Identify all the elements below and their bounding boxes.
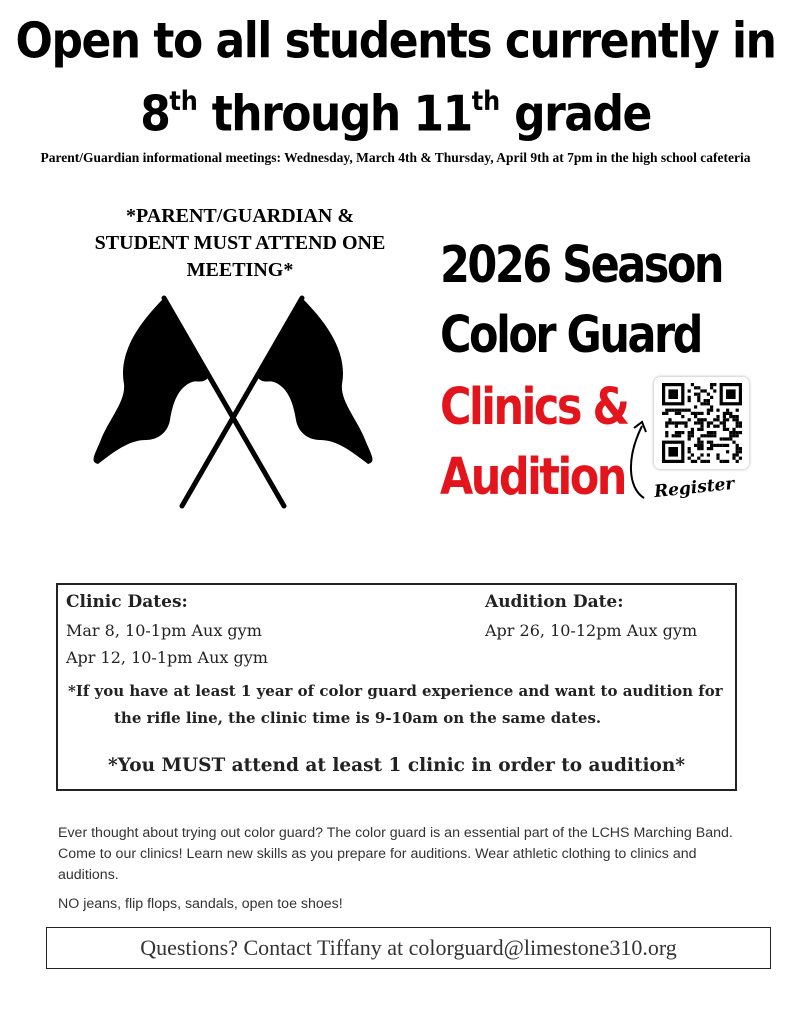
crossed-flags-icon xyxy=(88,292,378,510)
audition-title: Audition xyxy=(440,448,625,507)
must-attend-notice: *You MUST attend at least 1 clinic in order to audition* xyxy=(108,755,685,776)
headline-grade-8: 8 xyxy=(140,85,170,143)
headline-grade: grade xyxy=(500,85,651,143)
attendance-notice xyxy=(40,203,440,284)
rifle-note xyxy=(68,678,728,732)
rifle-note-line-2: the rifle line, the clinic time is 9-10am on the same dates. xyxy=(114,709,602,727)
clinic-dates-heading: Clinic Dates: xyxy=(66,592,188,612)
color-guard-title: Color Guard xyxy=(440,306,701,365)
dates-box xyxy=(56,583,737,791)
description: Ever thought about trying out color guard? The color guard is an essential part of the LCHS Marching Band. Come to our clinics! Learn new skills as you prepare for auditions. Wear athletic clothing to clinics and auditions. xyxy=(58,825,733,883)
qr-code-card[interactable] xyxy=(654,377,749,469)
rifle-note-line-1: *If you have at least 1 year of color guard experience and want to audition for xyxy=(68,682,723,700)
clinic-date-2: Apr 12, 10-1pm Aux gym xyxy=(66,648,268,667)
dress-code-note: NO jeans, flip flops, sandals, open toe shoes! xyxy=(58,896,343,912)
audition-date: Apr 26, 10-12pm Aux gym xyxy=(485,621,698,640)
headline-sup-th-2: th xyxy=(471,85,501,117)
headline-line-2 xyxy=(0,74,791,141)
clinics-title: Clinics & xyxy=(440,378,628,437)
curved-arrow-icon xyxy=(618,418,654,502)
contact-text[interactable]: Questions? Contact Tiffany at colorguard@limestone310.org xyxy=(140,935,677,960)
attendance-notice-line-2: STUDENT MUST ATTEND ONE xyxy=(94,232,386,254)
clinic-date-1: Mar 8, 10-1pm Aux gym xyxy=(66,621,262,640)
meetings-info: Parent/Guardian informational meetings: Wednesday, March 4th & Thursday, April 9th at 7pm in the high school cafeteria xyxy=(40,150,751,165)
attendance-notice-line-1: *PARENT/GUARDIAN & xyxy=(126,205,354,227)
season-title: 2026 Season xyxy=(440,236,723,295)
qr-code-icon xyxy=(662,383,742,463)
headline-sup-th: th xyxy=(169,85,198,117)
register-label: Register xyxy=(653,473,736,503)
contact-box xyxy=(46,927,771,969)
headline-line-1: Open to all students currently in xyxy=(15,12,776,71)
attendance-notice-line-3: MEETING* xyxy=(186,259,294,281)
headline-through: through 11 xyxy=(197,85,472,143)
audition-date-heading: Audition Date: xyxy=(485,592,624,612)
